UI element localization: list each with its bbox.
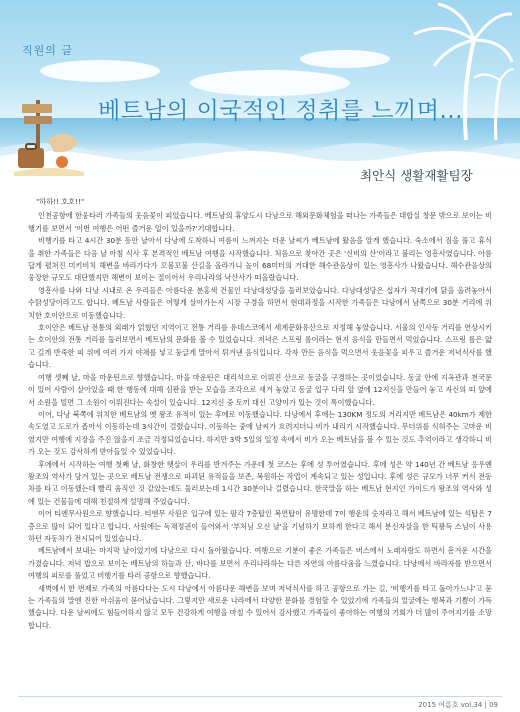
header-banner: [0, 0, 520, 180]
paragraph: 이어, 다낭 북쪽에 위치한 베트남의 옛 왕조 유적이 있는 후에로 이동했습니다. 다낭에서 후에는 130KM 정도의 거리지만 베트남은 40km가 제한 속도였고 도로가 좁아서 이동하는데 3시간이 걸렸습니다. 이동하는 중에 날씨가 흐려지더니 비가 내리기 시작했습니다. 무더위를 식혀주는 고마운 비였지만 여행에 지장을 주진 않을지 조금 걱정되었습니다. 하지만 3박 5일의 일정 속에서 비가 오는 베트남을 볼 수 있는 것도 추억이라고 생각하니 비가 오는 것도 감사하게 받아들일 수 있었습니다.: [28, 409, 492, 457]
cloud: [300, 50, 390, 68]
paragraph: 비행기를 타고 4시간 30분 동안 날아서 다낭에 도착하니 여름이 느껴지는 더운 날씨가 베트남에 왔음을 알게 했습니다. 숙소에서 짐을 풀고 휴식을 취한 가족들은 다음 날 아침 식사 후 본격적인 베트남 여행을 시작했습니다. 처음으로 찾아간 곳은 '신비의 산'이라고 불리는 영흥사였습니다. 아름답게 펼쳐진 미키비치 해변을 바라가다가 꼬불꼬불 산길을 올라가니 높이 68미터의 거대한 해수관음상이 있는 영흥사가 나왔습니다. 해수관음상의 웅장한 규모도 대단했지만 해변이 보이는 절이어서 우리나라의 낙산사가 떠올랐습니다.: [28, 236, 492, 283]
page-footer: [0, 690, 520, 712]
paragraph: 이어 티엔무사원으로 향했습니다. 티엔무 사원은 입구에 있는 팔각 7층탑인 복연탑이 유명한데 7이 행운의 숫자라고 해서 베트남에 있는 석탑은 7층으로 많이 되어 있다고 합니다. 사원에는 독채정권이 들어와서 '부처님 오신 날'을 기념하기 보하게 한다고 해서 분신자살을 한 틱꽝득 스님이 사용하던 자동차가 전시되어 있었습니다.: [28, 509, 492, 543]
opening-quote: "하하!! 호호!!": [36, 197, 85, 206]
article-body: [28, 196, 492, 632]
page-title: 베트남의 이국적인 정취를 느끼며...: [98, 98, 463, 124]
cloud: [40, 60, 160, 82]
footer-divider: [18, 696, 502, 697]
paragraph: 영흥사를 나와 다낭 시내로 온 우리들은 아름다운 분홍색 건물인 다낭대성당을 둘러보았습니다. 다낭대성당은 십자가 꼭대기에 닭을 올려놓아서 수탉성당이라고도 합니다. 베트남 사람들은 어떻게 살아가는지 시장 구경을 하면서 현대과정을 시작한 가족들은 다낭에서 남쪽으로 30분 거리에 위치한 호이안으로 이동했습니다.: [28, 285, 492, 320]
footer-issue-page: 2015 여름호 vol.34 | 09: [418, 701, 498, 709]
paragraph: 인천공항에 한웅타러 가족들의 웃음꽃이 피었습니다. 베트남의 휴양도시 다낭으로 해외문화체험을 떠나는 가족들은 대합실 창문 밖으로 보이는 비행기를 보면서 '이번 여행은 어떤 즐거운 일이 있을까?'기대합니다.: [28, 211, 492, 233]
author-byline: 최안식 생활재활팀장: [360, 168, 473, 183]
paragraph: 새벽에서 한 번제로 가족의 아름다다는 도시 다낭에서 아름다운 해변을 보며 저녁식사를 하고 공항으로 가는 길, '비행기를 타고 돌아가느냐'고 묻는 가족들의 말엔 진한 아쉬움이 묻어났습니다. 그렇지만 새로운 나라에서 다양한 문화를 경험할 수 있었기에 가족들의 얼굴에는 행복과 기쁨이 가득했습니다. 다운 날씨에도 힘들어하지 않고 모두 건강하게 여행을 마칠 수 있어서 감사했고 가족들이 좋아하는 여행의 기회가 더 많이 주어지기를 소망합니다.: [28, 583, 492, 630]
beach-items-illustration: [14, 96, 84, 176]
paragraph: 후에에서 시작하는 여행 첫째 날, 화창한 햇살이 우리를 반겨주는 가운데 첫 코스는 후에 성 투어였습니다. 후에 성은 약 140년 간 베트남 응우옌 왕조의 역사가 담겨 있는 곳으로 베트남 전쟁으로 파괴된 유적들을 보존, 복원하는 작업이 계속되고 있는 성입니다. 후에 성은 규모가 너무 커서 전동차를 타고 이동했는데 빨리 움직인 것 같았는데도 둘러보는데 1시간 30분이나 걸렸습니다. 한국말을 하는 베트남 현지인 가이드가 왕조의 역사와 성에 있는 건물들에 대해 친절하게 설명해 주었습니다.: [28, 459, 492, 506]
section-label: 직원의 글: [22, 44, 74, 57]
paragraph: 호이안은 베트남 전통의 외래가 얽혔던 지역이고 전통 거리를 유네스코에서 세계문화유산으로 지정해 놓았습니다. 서울의 인사동 거리를 연상시키는 호이안의 전통 거리를 둘러보면서 베트남의 문화를 볼 수 있었습니다. 저녁은 스프링 롤이라는 현지 음식을 만들면서 먹었습니다. 스프링 롤은 얇고 길게 반죽한 피 위에 여러 가지 야채를 넣고 둥글게 말아서 튀겨낸 음식입니다. 각자 만든 음식을 먹으면서 웃음꽃을 피우고 즐거운 저녁식사를 했습니다.: [28, 323, 492, 370]
paragraph: 여행 셋째 날, 마을 마운틴으로 향했습니다. 마을 마운틴은 대리석으로 이뤄진 산으로 동굴을 구경하는 곳이었습니다. 동굴 안에 지옥관과 천국문이 있어 사람이 살아있을 때 한 행동에 대해 심판을 받는 모습을 조각으로 새겨 놓았고 동굴 입구 다리 앞 옆에 12지신을 만들어 놓고 자신의 띠 앞에서 소원을 빌면 그 소원이 이뤄진다는 속설이 있습니다. 12지신 중 토끼 대신 고양이가 있는 것이 특이했습니다.: [28, 372, 492, 407]
paragraph: 베트남에서 보내는 마지막 날이었기에 다낭으로 다시 돌아왔습니다. 여행으로 기분이 좋은 가족들은 버스에서 노래자랑도 하면서 흥겨운 시간을 가졌습니다. 저녁 밥으로 보이는 베트남의 하늘과 산, 바다를 보면서 우리나라하는 다른 자연의 아름다움을 느꼈습니다. 다낭에서 바라자를 받으면서 여행의 피로를 풀었고 비행기를 타러 공항으로 향했습니다.: [28, 546, 492, 581]
